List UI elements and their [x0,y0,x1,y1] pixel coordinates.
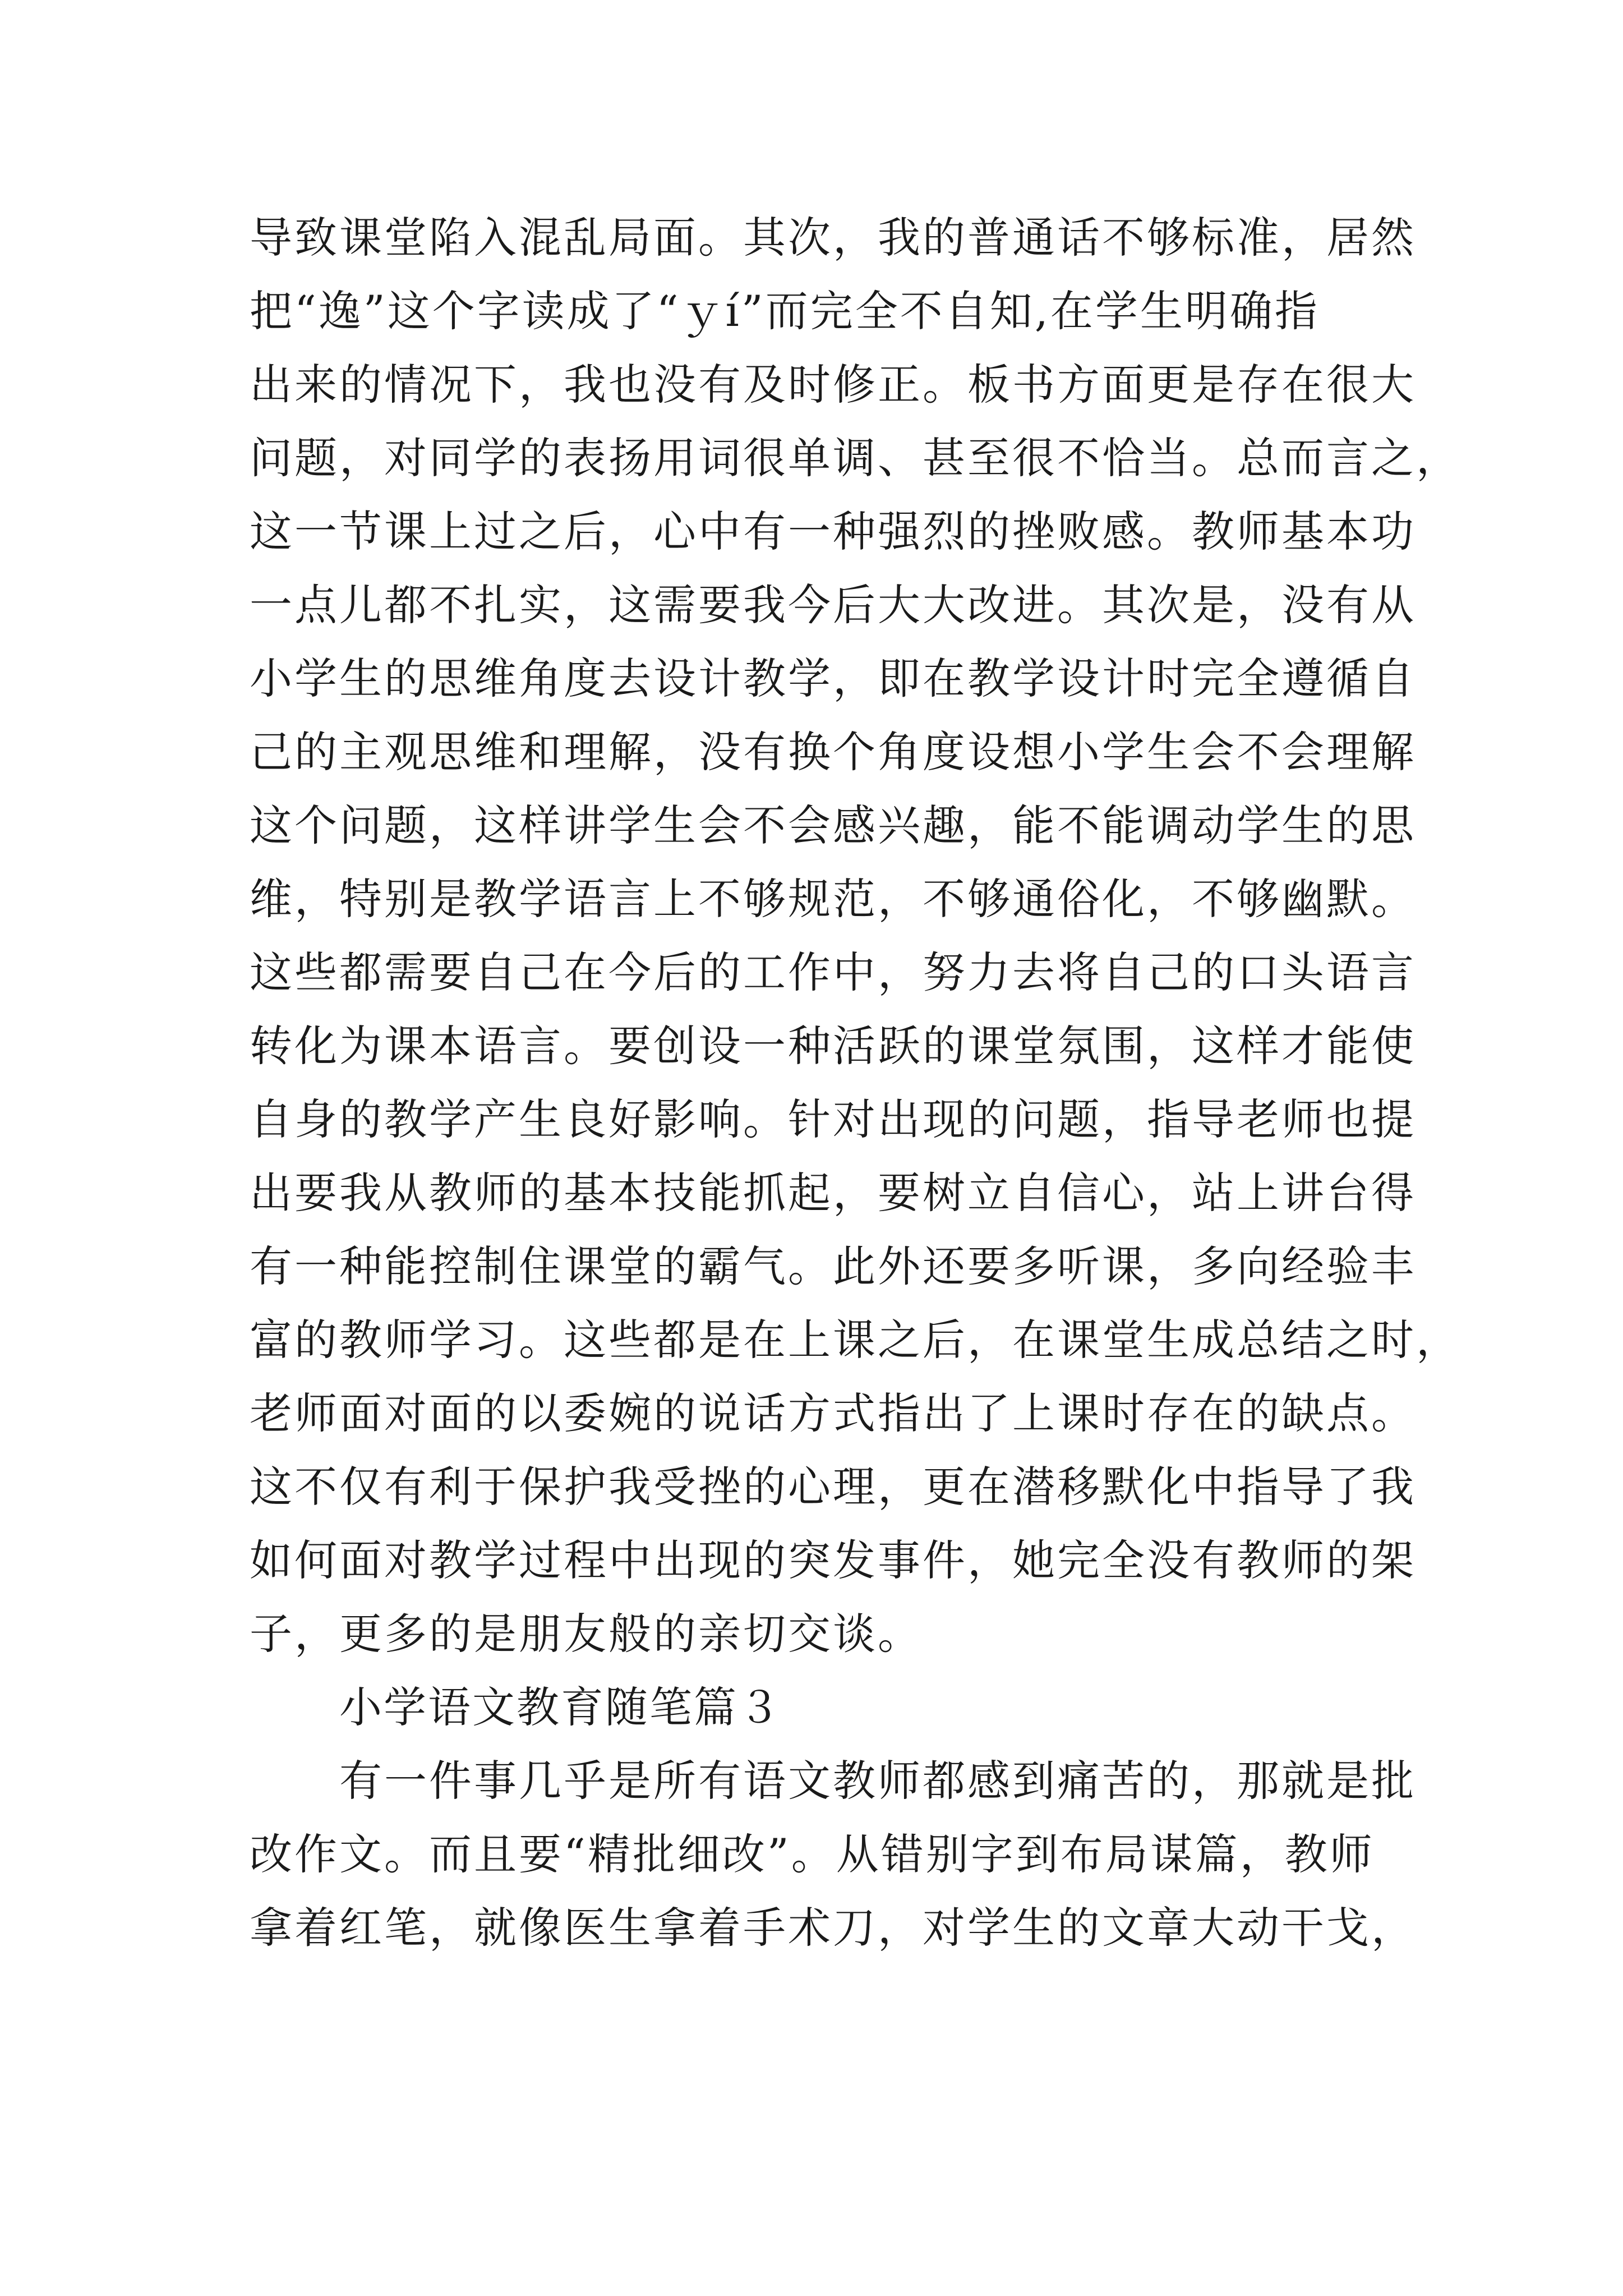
text-line: 这一节课上过之后，心中有一种强烈的挫败感。教师基本功 [250,507,1416,556]
text-line: 有一件事几乎是所有语文教师都感到痛苦的，那就是批 [339,1756,1416,1806]
text-line: 导致课堂陷入混乱局面。其次，我的普通话不够标准，居然 [250,213,1416,263]
text-line: 如何面对教学过程中出现的突发事件，她完全没有教师的架 [250,1535,1416,1585]
text-line: 转化为课本语言。要创设一种活跃的课堂氛围，这样才能使 [250,1021,1416,1071]
text-line: 己的主观思维和理解，没有换个角度设想小学生会不会理解 [250,727,1416,777]
section-heading: 小学语文教育随笔篇３ [339,1682,782,1732]
text-line: 有一种能控制住课堂的霸气。此外还要多听课，多向经验丰 [250,1241,1416,1291]
text-line: 子，更多的是朋友般的亲切交谈。 [250,1609,923,1659]
text-line: 这个问题，这样讲学生会不会感兴趣，能不能调动学生的思 [250,800,1416,850]
text-line: 出要我从教师的基本技能抓起，要树立自信心，站上讲台得 [250,1168,1416,1218]
text-line: 这不仅有利于保护我受挫的心理，更在潜移默化中指导了我 [250,1462,1416,1512]
text-line: 维，特别是教学语言上不够规范，不够通俗化，不够幽默。 [250,874,1416,924]
text-line: 一点儿都不扎实，这需要我今后大大改进。其次是，没有从 [250,580,1416,630]
text-line: 把“逸”这个字读成了“ｙí”而完全不自知,在学生明确指 [250,286,1320,336]
text-line: 富的教师学习。这些都是在上课之后，在课堂生成总结之时， [250,1315,1461,1365]
text-line: 出来的情况下，我也没有及时修正。板书方面更是存在很大 [250,360,1416,409]
text-line: 拿着红笔，就像医生拿着手术刀，对学生的文章大动干戈， [250,1903,1416,1953]
text-line: 老师面对面的以委婉的说话方式指出了上课时存在的缺点。 [250,1388,1416,1438]
text-line: 改作文。而且要“精批细改”。从错别字到布局谋篇，教师 [250,1829,1375,1879]
text-line: 小学生的思维角度去设计教学，即在教学设计时完全遵循自 [250,654,1416,703]
document-body [250,201,1461,1964]
text-line: 自身的教学产生良好影响。针对出现的问题，指导老师也提 [250,1094,1416,1144]
text-line: 问题，对同学的表扬用词很单调、甚至很不恰当。总而言之， [250,433,1461,483]
text-line: 这些都需要自己在今后的工作中，努力去将自己的口头语言 [250,947,1416,997]
